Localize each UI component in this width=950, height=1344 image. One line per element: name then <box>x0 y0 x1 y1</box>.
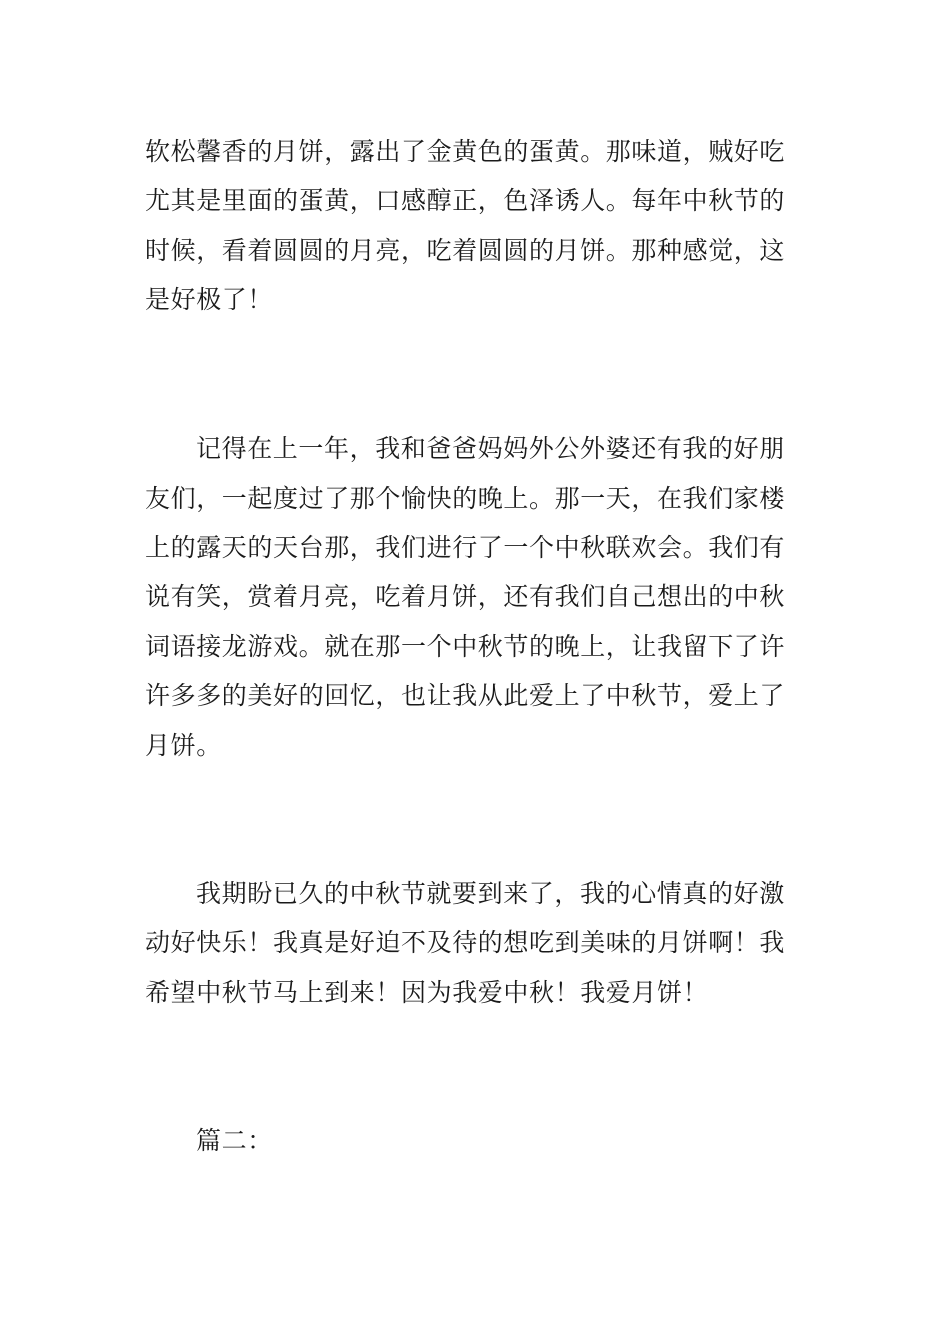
paragraph-2-line-2: 友们，一起度过了那个愉快的晚上。那一天，在我们家楼 <box>145 484 786 513</box>
section-heading: 篇二： <box>196 1126 273 1155</box>
paragraph-2-line-1: 记得在上一年，我和爸爸妈妈外公外婆还有我的好朋 <box>196 434 785 463</box>
paragraph-3-line-3: 希望中秋节马上到来！因为我爱中秋！我爱月饼！ <box>145 978 709 1007</box>
paragraph-1-line-2: 尤其是里面的蛋黄，口感醇正，色泽诱人。每年中秋节的 <box>145 186 786 215</box>
paragraph-2-line-7: 月饼。 <box>145 731 222 760</box>
paragraph-1-line-1: 软松馨香的月饼，露出了金黄色的蛋黄。那味道，贼好吃 <box>145 137 786 166</box>
paragraph-2-line-3: 上的露天的天台那，我们进行了一个中秋联欢会。我们有 <box>145 533 786 562</box>
paragraph-3-line-2: 动好快乐！我真是好迫不及待的想吃到美味的月饼啊！我 <box>145 928 786 957</box>
paragraph-1-line-4: 是好极了！ <box>145 285 274 314</box>
paragraph-2-line-4: 说有笑，赏着月亮，吃着月饼，还有我们自己想出的中秋 <box>145 582 786 611</box>
paragraph-2-line-6: 许多多的美好的回忆，也让我从此爱上了中秋节，爱上了 <box>145 681 786 710</box>
paragraph-3-line-1: 我期盼已久的中秋节就要到来了，我的心情真的好激 <box>196 879 785 908</box>
paragraph-2-line-5: 词语接龙游戏。就在那一个中秋节的晚上，让我留下了许 <box>145 632 786 661</box>
paragraph-1-line-3: 时候，看着圆圆的月亮，吃着圆圆的月饼。那种感觉，这 <box>145 236 786 265</box>
